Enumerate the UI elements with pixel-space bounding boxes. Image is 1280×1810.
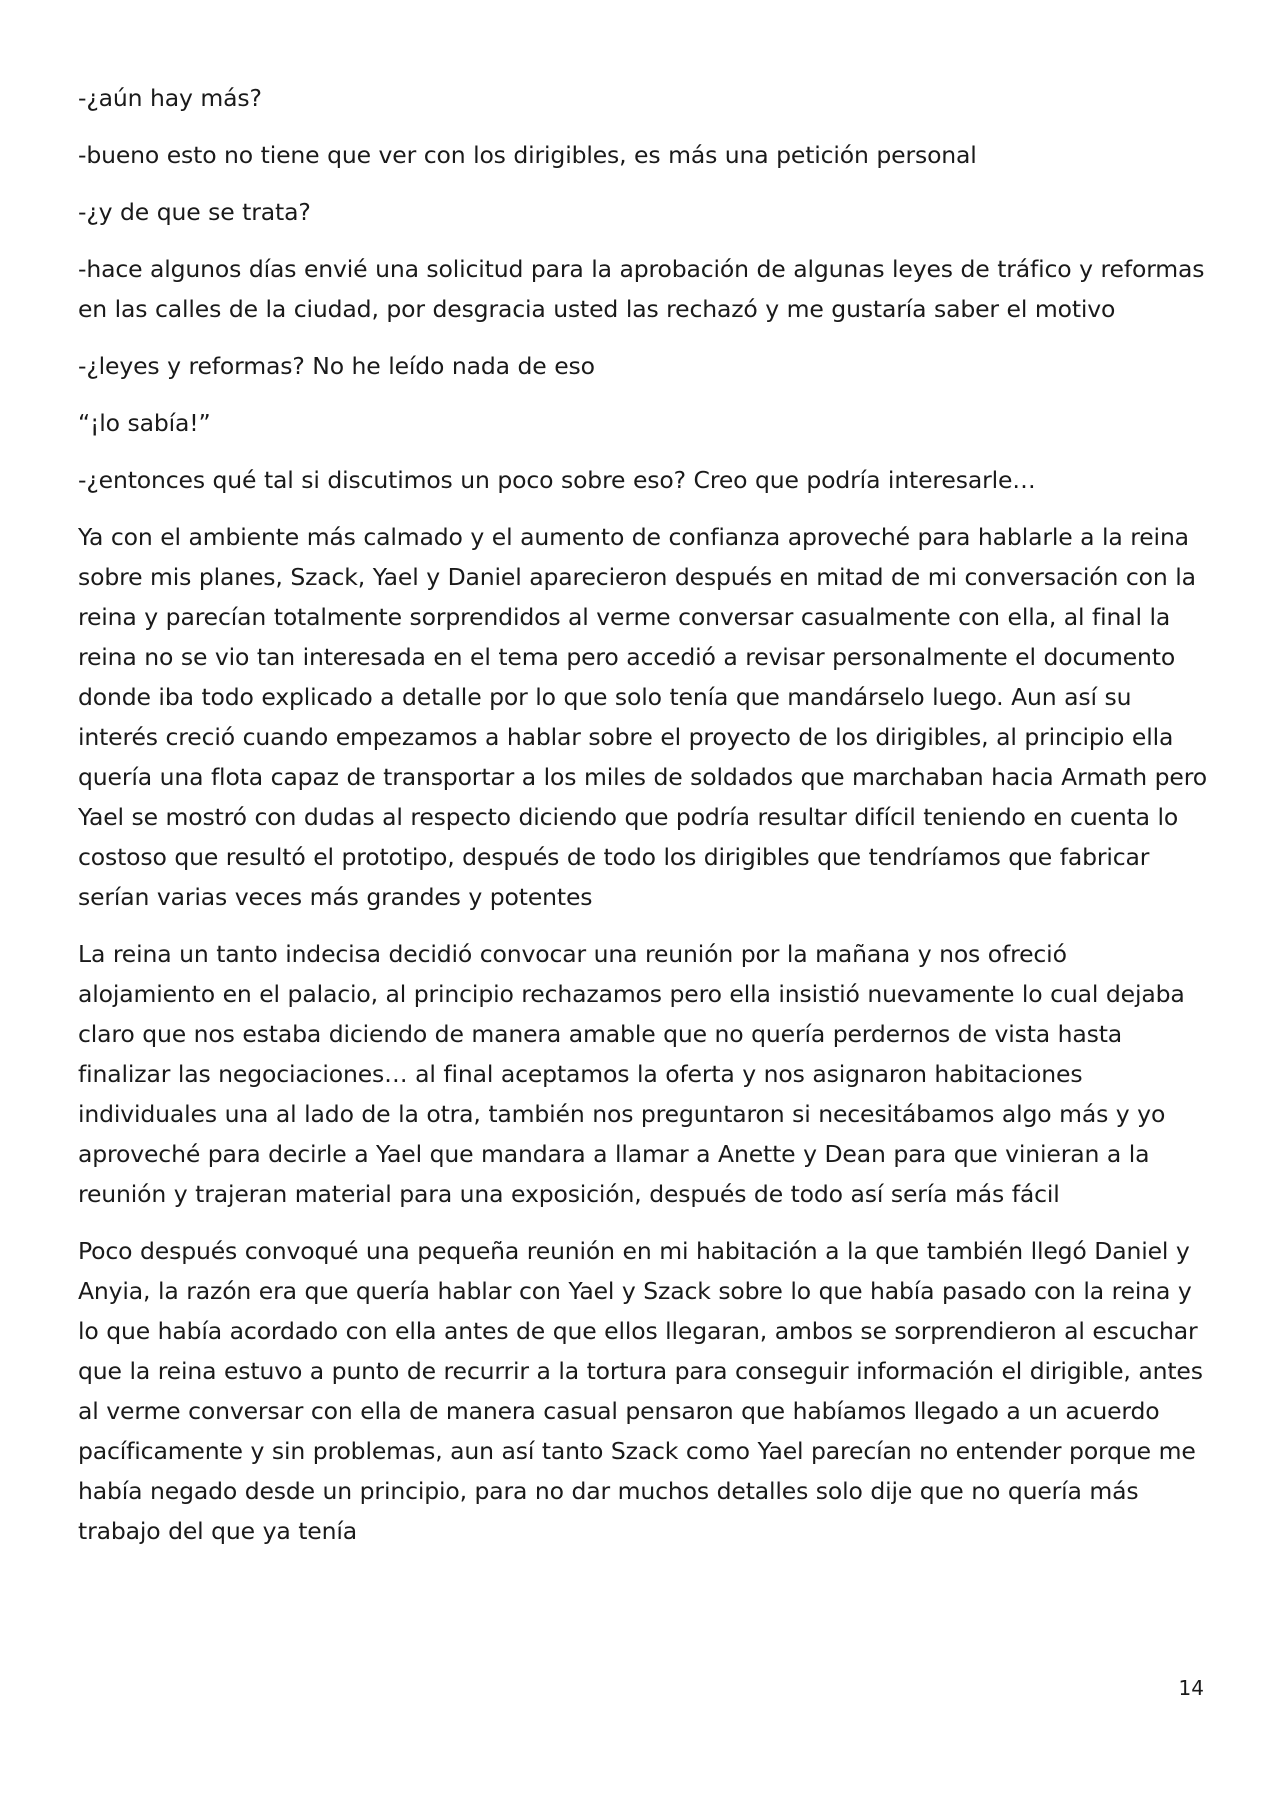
thought-line: “¡lo sabía!” — [78, 409, 211, 437]
narrative-paragraph: Ya con el ambiente más calmado y el aumento de confianza aproveché para hablarle a la reina sobre mis planes, Szack, Yael y Daniel aparecieron después en mitad de mi conversación con la reina y parecían totalmente sorprendidos al verme conversar casualmente con ella, al final la reina no se vio tan interesada en el tema pero accedió a revisar personalmente el documento donde iba todo explicado a detalle por lo que solo tenía que mandárselo luego. Aun así su interés creció cuando empezamos a hablar sobre el proyecto de los dirigibles, al principio ella quería una flota capaz de transportar a los miles de soldados que marchaban hacia Armath pero Yael se mostró con dudas al respecto diciendo que podría resultar difícil teniendo en cuenta lo costoso que resultó el prototipo, después de todo los dirigibles que tendríamos que fabricar serían varias veces más grandes y potentes — [78, 523, 1207, 911]
narrative-paragraph: La reina un tanto indecisa decidió convocar una reunión por la mañana y nos ofreció alojamiento en el palacio, al principio rechazamos pero ella insistió nuevamente lo cual dejaba claro que nos estaba diciendo de manera amable que no quería perdernos de vista hasta finalizar las negociaciones… al final aceptamos la oferta y nos asignaron habitaciones individuales una al lado de la otra, también nos preguntaron si necesitábamos algo más y yo aproveché para decirle a Yael que mandara a llamar a Anette y Dean para que vinieran a la reunión y trajeran material para una exposición, después de todo así sería más fácil — [78, 940, 1185, 1208]
document-body — [78, 78, 1208, 1568]
page-number: 14 — [1178, 1676, 1204, 1700]
dialogue-line: -¿aún hay más? — [78, 84, 262, 112]
dialogue-line: -hace algunos días envié una solicitud para la aprobación de algunas leyes de tráfico y reformas en las calles de la ciudad, por desgracia usted las rechazó y me gustaría saber el motivo — [78, 255, 1205, 323]
dialogue-line: -bueno esto no tiene que ver con los dirigibles, es más una petición personal — [78, 141, 977, 169]
dialogue-line: -¿entonces qué tal si discutimos un poco sobre eso? Creo que podría interesarle… — [78, 466, 1036, 494]
narrative-paragraph: Poco después convoqué una pequeña reunión en mi habitación a la que también llegó Daniel y Anyia, la razón era que quería hablar con Yael y Szack sobre lo que había pasado con la reina y lo que había acordado con ella antes de que ellos llegaran, ambos se sorprendieron al escuchar que la reina estuvo a punto de recurrir a la tortura para conseguir información el dirigible, antes al verme conversar con ella de manera casual pensaron que habíamos llegado a un acuerdo pacíficamente y sin problemas, aun así tanto Szack como Yael parecían no entender porque me había negado desde un principio, para no dar muchos detalles solo dije que no quería más trabajo del que ya tenía — [78, 1237, 1203, 1545]
dialogue-line: -¿y de que se trata? — [78, 198, 311, 226]
dialogue-line: -¿leyes y reformas? No he leído nada de eso — [78, 352, 595, 380]
